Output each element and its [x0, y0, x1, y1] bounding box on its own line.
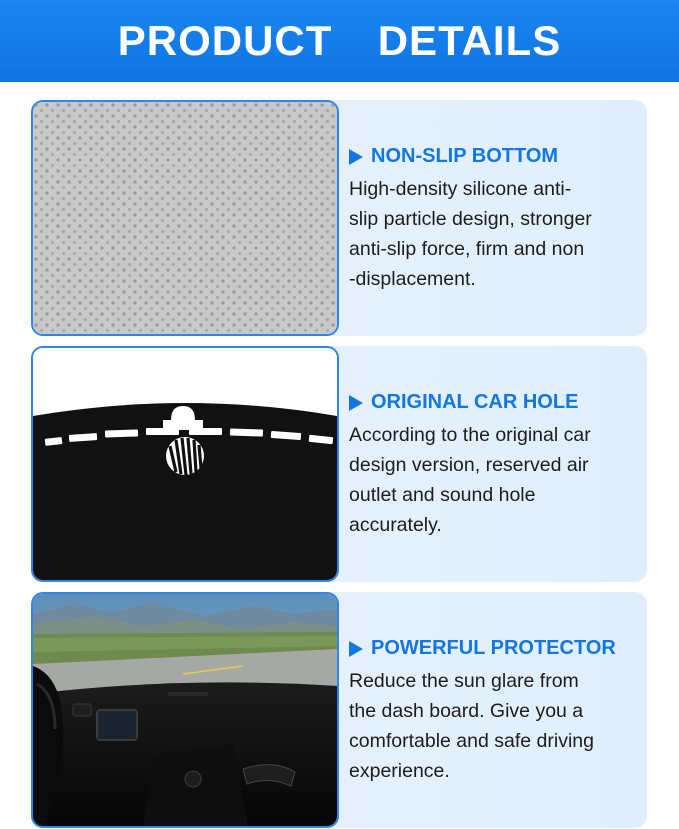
- feature-card-car-hole: [31, 346, 647, 582]
- dashboard-scene-illustration: [33, 594, 337, 826]
- feature-description: [349, 174, 634, 294]
- powerful-protector-image: [31, 592, 339, 828]
- description-line: Reduce the sun glare from: [349, 670, 579, 692]
- page-header: [0, 0, 679, 82]
- triangle-bullet-icon: [349, 641, 363, 657]
- description-line: experience.: [349, 760, 450, 782]
- feature-title-label: ORIGINAL CAR HOLE: [371, 391, 579, 413]
- description-line: outlet and sound hole: [349, 484, 536, 506]
- description-line: design version, reserved air: [349, 454, 589, 476]
- description-line: High-density silicone anti-: [349, 178, 572, 200]
- description-line: -displacement.: [349, 268, 476, 290]
- original-car-hole-image: [31, 346, 339, 582]
- feature-text: [349, 592, 639, 828]
- feature-text: [349, 346, 639, 582]
- description-line: comfortable and safe driving: [349, 730, 594, 752]
- description-line: slip particle design, stronger: [349, 208, 592, 230]
- dash-mat-illustration: [33, 348, 337, 580]
- non-slip-bottom-image: [31, 100, 339, 336]
- feature-description: [349, 666, 634, 786]
- feature-title-label: POWERFUL PROTECTOR: [371, 637, 616, 659]
- description-line: According to the original car: [349, 424, 591, 446]
- feature-title: [349, 637, 616, 660]
- page-title: PRODUCT DETAILS: [117, 17, 562, 64]
- feature-card-non-slip: [31, 100, 647, 336]
- description-line: accurately.: [349, 514, 442, 536]
- description-line: the dash board. Give you a: [349, 700, 584, 722]
- description-line: anti-slip force, firm and non: [349, 238, 585, 260]
- feature-description: [349, 420, 634, 540]
- feature-title-label: NON-SLIP BOTTOM: [371, 145, 559, 167]
- feature-title: [349, 145, 558, 168]
- triangle-bullet-icon: [349, 149, 363, 165]
- triangle-bullet-icon: [349, 395, 363, 411]
- feature-text: [349, 100, 639, 336]
- feature-card-protector: [31, 592, 647, 828]
- feature-title: [349, 391, 578, 414]
